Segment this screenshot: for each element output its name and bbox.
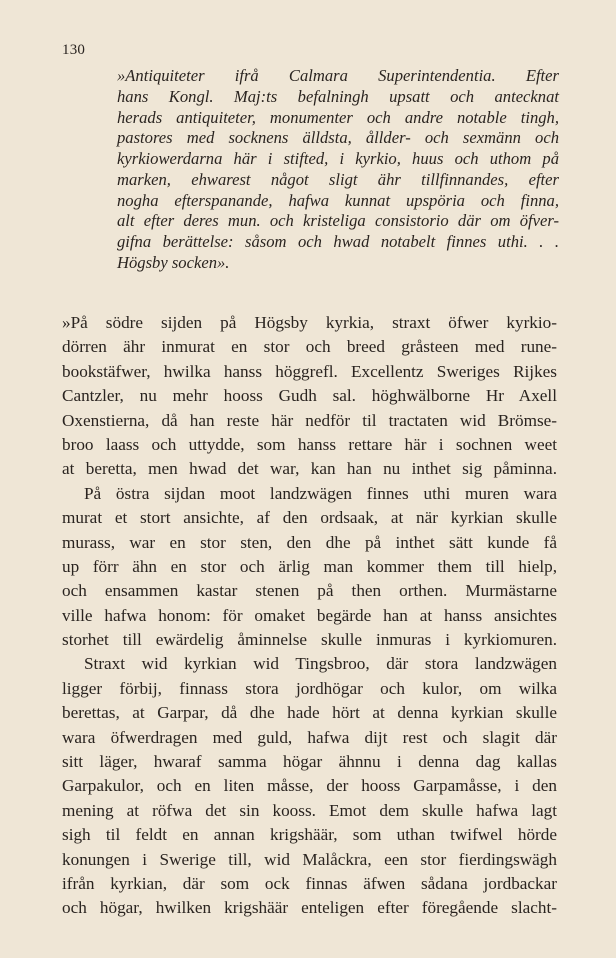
- body-line: Garpakulor, och en liten måsse, der hooss Garpamåsse, i den: [62, 776, 557, 796]
- body-line: ifrån kyrkian, där som ock finnas äfwen sådana jordbackar: [62, 873, 557, 893]
- body-line: wara öfwerdragen med guld, hafwa dijt rest och slagit där: [62, 727, 557, 747]
- body-line: murass, war en stor sten, den dhe på inthet sätt kunde få: [62, 532, 557, 552]
- body-line: up förr ähn en stor och ärlig man kommer them till hielp,: [62, 556, 557, 576]
- body-line: På östra sijdan moot landzwägen finnes uthi muren wara: [84, 483, 557, 503]
- quote-line: pastores med socknens älldsta, ållder- och sexmänn och: [117, 128, 559, 148]
- body-line: sigh til feldt en annan krigshäär, som uthan twifwel hörde: [62, 825, 557, 845]
- quote-line: herads antiquiteter, monumenter och andre notable tingh,: [117, 107, 559, 127]
- quote-line: »Antiquiteter ifrå Calmara Superintendentia. Efter: [117, 66, 559, 85]
- body-line: och högar, hwilken krigshäär enteligen efter föregående slacht-: [62, 898, 557, 918]
- body-line: at beretta, men hwad det war, kan han nu inthet sig påminna.: [62, 459, 557, 479]
- body-line: berettas, at Garpar, då dhe hade hört at denna kyrkian skulle: [62, 703, 557, 723]
- body-line: konungen i Swerige till, wid Malåckra, een stor fierdingswägh: [62, 849, 557, 869]
- quote-line: alt efter deres mun. och kristeliga consistorio där om öfver-: [117, 211, 559, 231]
- quote-block: [117, 66, 559, 274]
- body-text: [62, 311, 557, 921]
- body-line: »På södre sijden på Högsby kyrkia, straxt öfwer kyrkio-: [62, 313, 557, 332]
- body-line: murat et stort ansichte, af den ordsaak, at när kyrkian skulle: [62, 508, 557, 528]
- body-line: Straxt wid kyrkian wid Tingsbroo, där stora landzwägen: [84, 654, 557, 674]
- body-line: storhet till ewärdelig åminnelse skulle inmuras i kyrkiomuren.: [62, 630, 557, 650]
- body-line: och ensammen kastar stenen på then orthen. Murmästarne: [62, 581, 557, 601]
- body-line: mening at röfwa det sin kooss. Emot dem skulle hafwa lagt: [62, 800, 557, 820]
- body-line: bookstäfwer, hwilka hanss höggrefl. Excellentz Sweriges Rijkes: [62, 361, 557, 381]
- quote-line: Högsby socken».: [117, 252, 230, 272]
- body-line: ligger förbij, finnass stora jordhögar och kulor, om wilka: [62, 678, 557, 698]
- body-line: sitt läger, hwaraf samma högar ähnnu i denna dag kallas: [62, 752, 557, 772]
- body-line: Cantzler, nu mehr hooss Gudh sal. höghwälborne Hr Axell: [62, 386, 557, 406]
- body-line: dörren ähr inmurat en stor och breed gråsteen med rune-: [62, 337, 557, 357]
- body-line: ville hafwa honom: för omaket begärde han at hanss ansichtes: [62, 605, 557, 625]
- body-line: broo laass och uttydde, som hanss rettare här i sochnen weet: [62, 434, 557, 454]
- page-number: 130: [62, 42, 86, 58]
- quote-line: nogha efterspanande, hafwa kunnat upspöria och finna,: [117, 190, 559, 210]
- body-line: Oxenstierna, då han reste här nedför til tractaten wid Brömse-: [62, 410, 557, 430]
- quote-line: kyrkiowerdarna här i stifted, i kyrkio, huus och uthom på: [117, 149, 559, 168]
- quote-line: hans Kongl. Maj:ts befalningh upsatt och antecknat: [117, 86, 559, 106]
- quote-line: marken, ehwarest något sligt ähr tillfinnandes, efter: [117, 169, 559, 189]
- quote-line: gifna berättelse: såsom och hwad notabelt finnes uthi. . .: [117, 232, 559, 251]
